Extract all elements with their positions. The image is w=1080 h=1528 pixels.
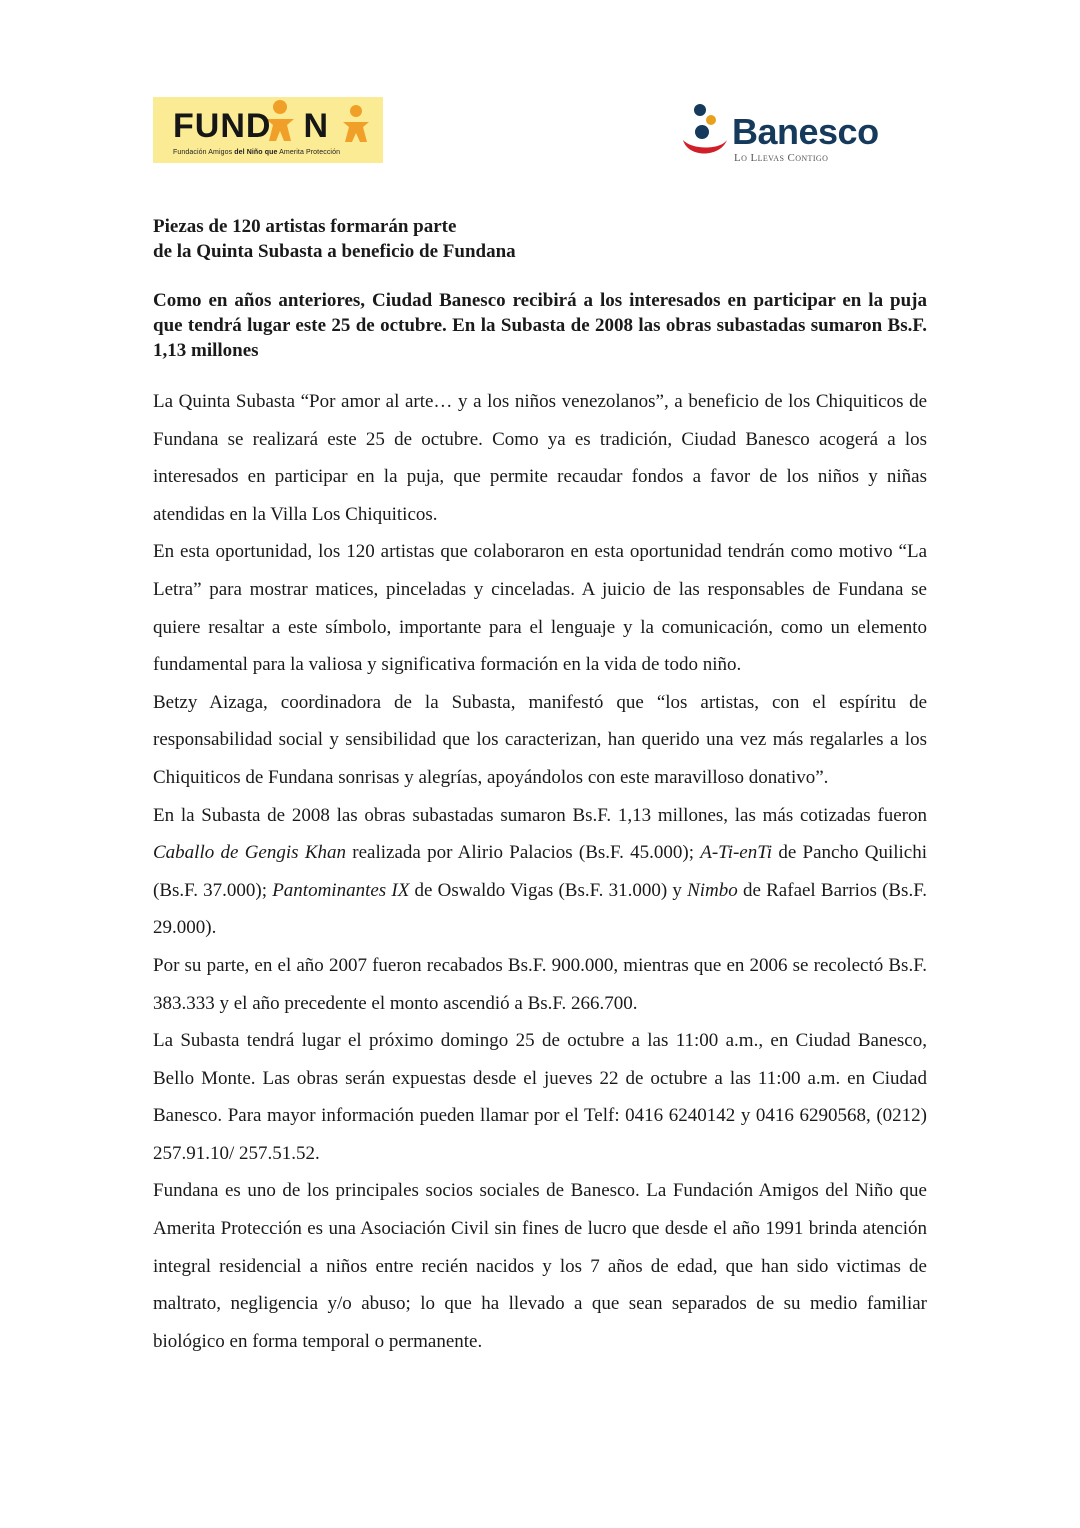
paragraph-7: Fundana es uno de los principales socios sociales de Banesco. La Fundación Amigos del Niño que Amerita Protección es una Asociación Civil sin fines de lucro que desde el año 1991 brinda atención integral residencial a niños entre recién nacidos y los 7 años de edad, que han sido victimas de maltrato, negligencia y/o abuso; lo que ha llevado a que sean separados de su medio familiar biológico en forma temporal o permanente. [153,1180,927,1352]
fundana-wordmark: FUND N [173,107,329,145]
paragraph-5: Por su parte, en el año 2007 fueron recabados Bs.F. 900.000, mientras que en 2006 se recolectó Bs.F. 383.333 y el año precedente el monto ascendió a Bs.F. 266.700. [153,954,927,1014]
paragraph-6: La Subasta tendrá lugar el próximo domingo 25 de octubre a las 11:00 a.m., en Ciudad Banesco, Bello Monte. Las obras serán expuestas desde el jueves 22 de octubre a las 11:00 a.m. en Ciudad Banesco. Para mayor información pueden llamar por el Telf: 0416 6240142 y 0416 6290568, (0212) 257.91.10/ 257.51.52. [153,1030,927,1164]
artwork-title: Caballo de Gengis Khan [153,842,346,864]
artwork-title: Pantominantes IX [272,879,410,901]
banesco-logo [680,100,915,170]
article-title-line-1: Piezas de 120 artistas formarán parte [153,216,457,237]
article-title [153,214,933,264]
banesco-tagline: Lo Llevas Contigo [734,152,829,164]
article-body [153,383,927,1360]
paragraph-1: La Quinta Subasta “Por amor al arte… y a los niños venezolanos”, a beneficio de los Chiquiticos de Fundana se realizará este 25 de octubre. Como ya es tradición, Ciudad Banesco acogerá a los interesados en participar en la puja, que permite recaudar fondos a favor de los niños y niñas atendidas en la Villa Los Chiquiticos. [153,391,927,525]
banesco-wordmark: Banesco [732,111,879,152]
fundana-logo [153,97,383,163]
paragraph-4: En la Subasta de 2008 las obras subastadas sumaron Bs.F. 1,13 millones, las más cotizadas fueron Caballo de Gengis Khan realizada por Alirio Palacios (Bs.F. 45.000); A-Ti-enTi de Pancho Quilichi (Bs.F. 37.000); Pantominantes IX de Oswaldo Vigas (Bs.F. 31.000) y Nimbo de Rafael Barrios (Bs.F. 29.000). [153,804,928,939]
artwork-title: A-Ti-enTi [700,842,773,864]
fundana-figure2-body-icon [343,122,369,142]
fundana-tagline: Fundación Amigos del Niño que Amerita Protección [173,149,341,156]
banesco-emblem-icon [680,100,740,162]
article-lead: Como en años anteriores, Ciudad Banesco recibirá a los interesados en participar en la puja que tendrá lugar este 25 de octubre. En la Subasta de 2008 las obras subastadas sumaron Bs.F. 1,13 millones [153,290,927,361]
article-title-line-2: de la Quinta Subasta a beneficio de Fundana [153,241,516,262]
artwork-title: Nimbo [687,879,738,901]
fundana-figure2-head-icon [350,105,362,117]
paragraph-2: En esta oportunidad, los 120 artistas que colaboraron en esta oportunidad tendrán como motivo “La Letra” para mostrar matices, pinceladas y cinceladas. A juicio de las responsables de Fundana se quiere resaltar a este símbolo, importante para el lenguaje y la comunicación, como un elemento fundamental para la valiosa y significativa formación en la vida de todo niño. [153,541,927,676]
paragraph-3: Betzy Aizaga, coordinadora de la Subasta, manifestó que “los artistas, con el espíritu de responsabilidad social y sensibilidad que los caracterizan, han querido una vez más regalarles a los Chiquiticos de Fundana sonrisas y alegrías, apoyándolos con este maravilloso donativo”. [153,691,927,788]
